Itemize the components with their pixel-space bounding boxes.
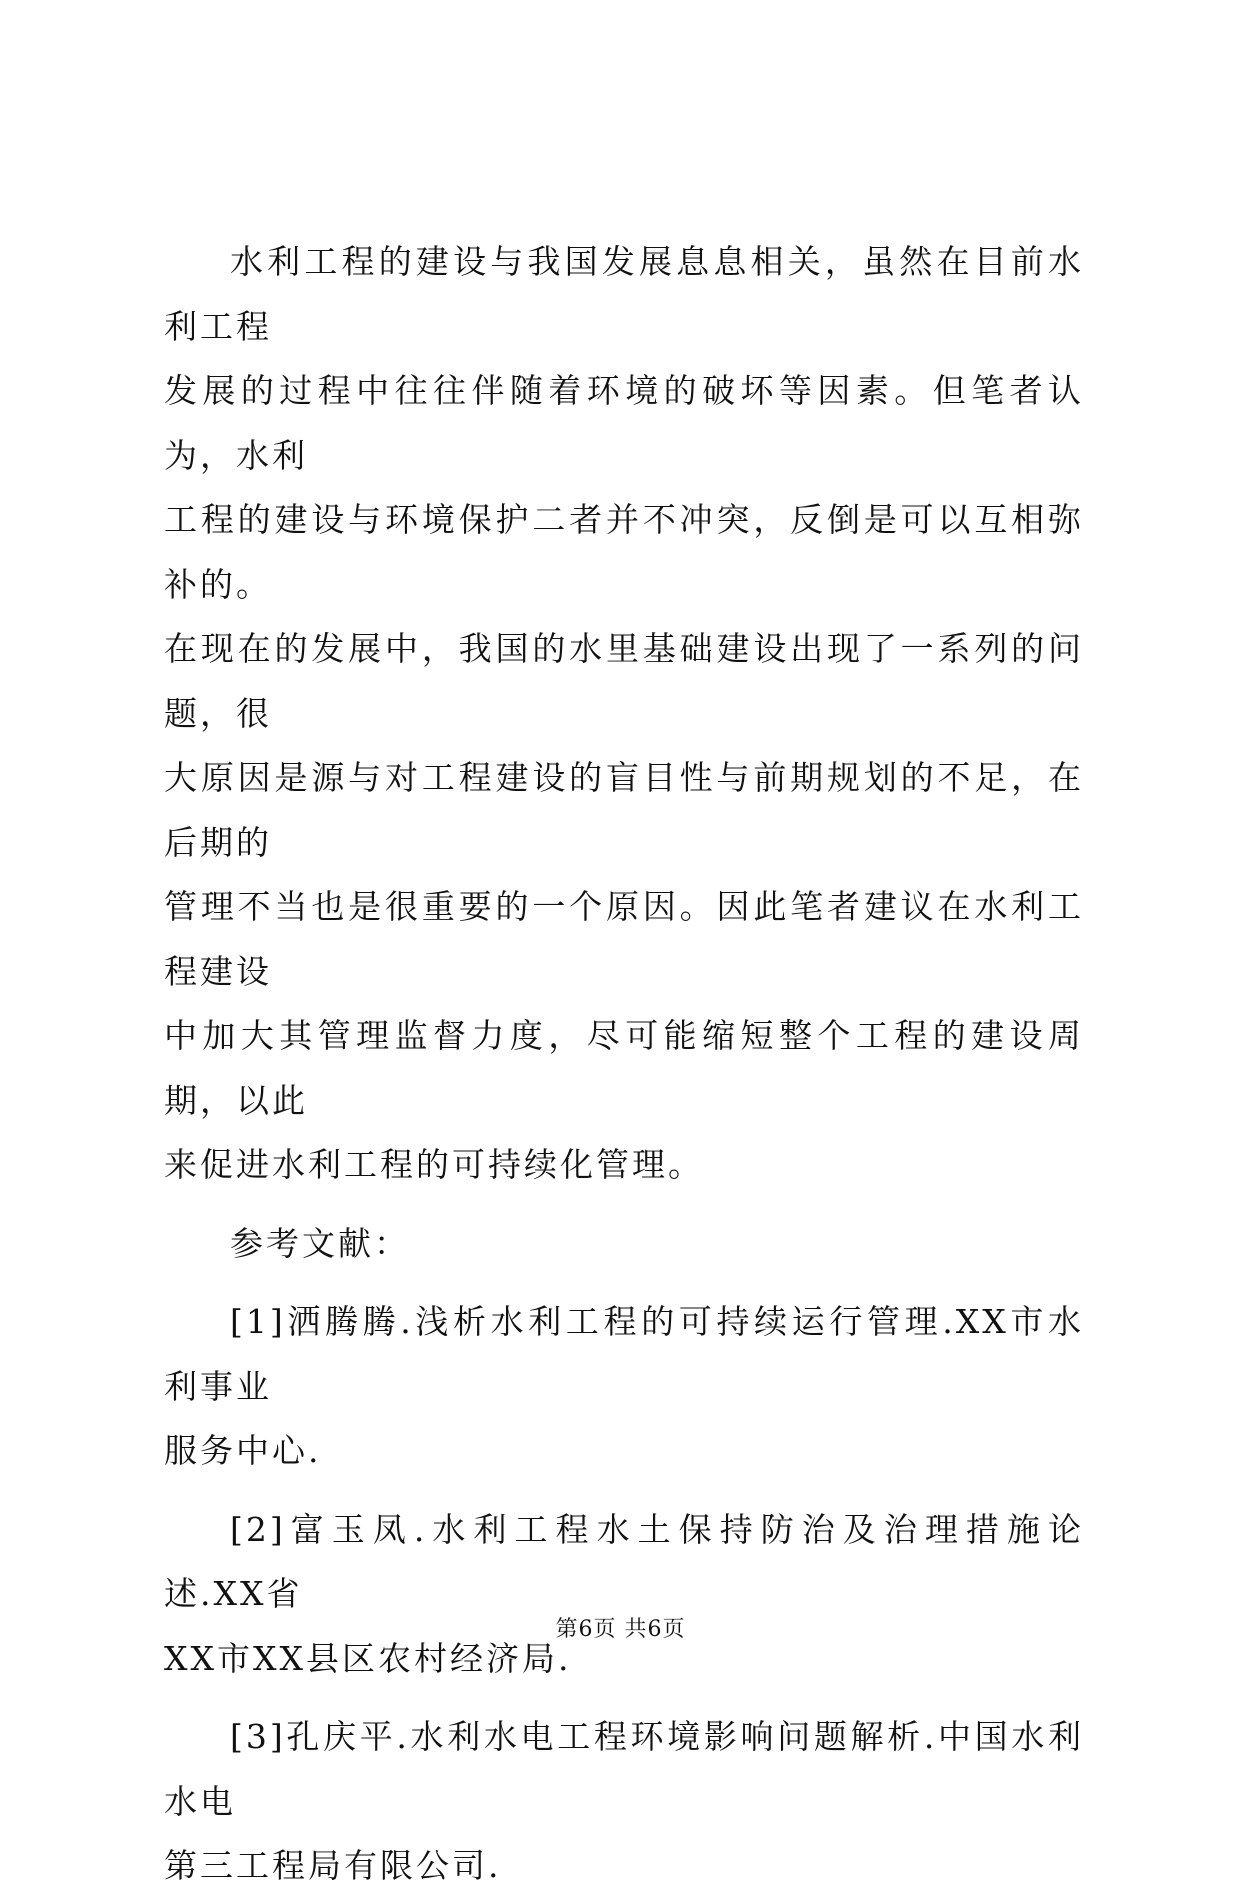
main-paragraph bbox=[164, 230, 1084, 1198]
reference-line: [1]洒腾腾.浅析水利工程的可持续运行管理.XX市水利事业 bbox=[164, 1302, 1084, 1406]
reference-item bbox=[164, 1705, 1084, 1899]
text-line: 水利工程的建设与我国发展息息相关，虽然在目前水利工程 bbox=[164, 242, 1084, 346]
references-heading bbox=[164, 1212, 1084, 1277]
reference-line: 服务中心. bbox=[164, 1431, 322, 1470]
text-line: 工程的建设与环境保护二者并不冲突，反倒是可以互相弥补的。 bbox=[164, 500, 1084, 604]
reference-item bbox=[164, 1498, 1084, 1692]
reference-line: [3]孔庆平.水利水电工程环境影响问题解析.中国水利水电 bbox=[164, 1717, 1084, 1821]
text-line: 在现在的发展中，我国的水里基础建设出现了一系列的问题，很 bbox=[164, 629, 1084, 733]
text-line: 管理不当也是很重要的一个原因。因此笔者建议在水利工程建设 bbox=[164, 887, 1084, 991]
references-heading-text: 参考文献： bbox=[230, 1223, 410, 1263]
reference-line: 第三工程局有限公司. bbox=[164, 1846, 502, 1885]
reference-line: XX市XX县区农村经济局. bbox=[164, 1638, 572, 1678]
text-line: 来促进水利工程的可持续化管理。 bbox=[164, 1145, 704, 1184]
reference-item bbox=[164, 1290, 1084, 1484]
text-line: 中加大其管理监督力度，尽可能缩短整个工程的建设周期，以此 bbox=[164, 1016, 1084, 1120]
text-line: 发展的过程中往往伴随着环境的破坏等因素。但笔者认为，水利 bbox=[164, 371, 1084, 475]
document-body bbox=[164, 230, 1084, 1899]
page-number-footer: 第6页 共6页 bbox=[555, 1617, 686, 1642]
text-line: 大原因是源与对工程建设的盲目性与前期规划的不足，在后期的 bbox=[164, 758, 1084, 862]
reference-line: [2]富玉凤.水利工程水土保持防治及治理措施论述.XX省 bbox=[164, 1509, 1084, 1613]
